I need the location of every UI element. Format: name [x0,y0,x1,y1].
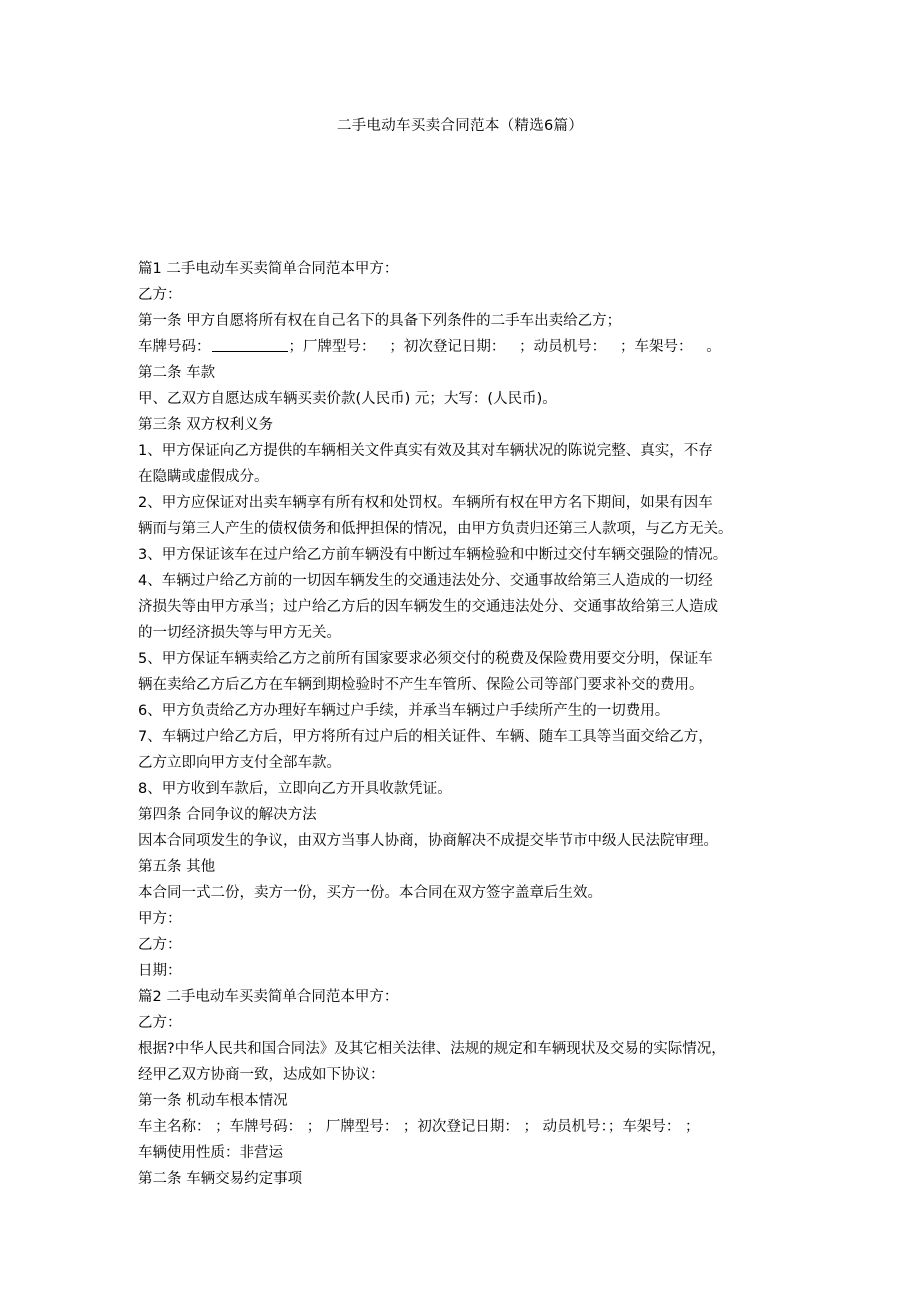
text-line: 车辆使用性质：非营运 [138,1145,283,1161]
text-line: 第三条 双方权利义务 [138,417,274,433]
text-line: 的一切经济损失等与甲方无关。 [138,625,341,641]
text-line: 乙方： [138,937,182,953]
text-line: 因本合同项发生的争议，由双方当事人协商，协商解决不成提交毕节市中级人民法院审理。 [138,833,718,849]
text-line: 7、车辆过户给乙方后，甲方将所有过户后的相关证件、车辆、随车工具等当面交给乙方， [138,729,713,745]
text-line: 2、甲方应保证对出卖车辆享有所有权和处罚权。车辆所有权在甲方名下期间，如果有因车 [138,495,713,511]
text-line: 5、甲方保证车辆卖给乙方之前所有国家要求必须交付的税费及保险费用要交分明，保证车 [138,651,713,667]
text-line: 第五条 其他 [138,859,216,875]
text-line: 甲、乙双方自愿达成车辆买卖价款(人民币) 元；大写：(人民币)。 [138,391,557,407]
text-line: 乙方： [138,1015,182,1031]
text-line: 乙方立即向甲方支付全部车款。 [138,755,341,771]
plate-number-blank [212,337,288,352]
document-body [138,256,798,1192]
text-line: 第一条 机动车根本情况 [138,1093,288,1109]
text-line: 济损失等由甲方承当；过户给乙方后的因车辆发生的交通违法处分、交通事故给第三人造成 [138,599,718,615]
text-line: 8、甲方收到车款后，立即向乙方开具收款凭证。 [138,781,452,797]
text-line: 在隐瞒或虚假成分。 [138,469,269,485]
text-line: 第四条 合同争议的解决方法 [138,807,317,823]
vehicle-fields-text: ；厂牌型号： ；初次登记日期： ；动员机号： ；车架号： 。 [288,339,721,355]
page-title: 二手电动车买卖合同范本（精选6篇） [336,118,584,134]
text-line: 3、甲方保证该车在过户给乙方前车辆没有中断过车辆检验和中断过交付车辆交强险的情况。 [138,547,728,563]
text-line: 乙方： [138,287,182,303]
text-line: 本合同一式二份，卖方一份，买方一份。本合同在双方签字盖章后生效。 [138,885,602,901]
text-line: 篇2 二手电动车买卖简单合同范本甲方： [138,989,399,1005]
text-line: 辆在卖给乙方后乙方在车辆到期检验时不产生车管所、保险公司等部门要求补交的费用。 [138,677,704,693]
text-line: 车主名称： ；车牌号码： ； 厂牌型号： ；初次登记日期： ； 动员机号：；车架号： ； [138,1119,700,1135]
text-line: 4、车辆过户给乙方前的一切因车辆发生的交通违法处分、交通事故给第三人造成的一切经 [138,573,713,589]
plate-number-label: 车牌号码： [138,339,211,355]
text-line: 第二条 车款 [138,365,216,381]
text-line: 根据?中华人民共和国合同法》及其它相关法律、法规的规定和车辆现状及交易的实际情况， [138,1041,726,1057]
vehicle-info-line [138,334,798,360]
text-line: 日期： [138,963,182,979]
text-line: 甲方： [138,911,182,927]
text-line: 6、甲方负责给乙方办理好车辆过户手续，并承当车辆过户手续所产生的一切费用。 [138,703,670,719]
text-line: 第一条 甲方自愿将所有权在自己名下的具备下列条件的二手车出卖给乙方； [138,313,622,329]
text-line: 1、甲方保证向乙方提供的车辆相关文件真实有效及其对车辆状况的陈说完整、真实，不存 [138,443,713,459]
text-line: 辆而与第三人产生的债权债务和低押担保的情况，由甲方负责归还第三人款项，与乙方无关。 [138,521,733,537]
text-line: 经甲乙双方协商一致，达成如下协议： [138,1067,385,1083]
text-line: 篇1 二手电动车买卖简单合同范本甲方： [138,261,399,277]
text-line: 第二条 车辆交易约定事项 [138,1171,303,1187]
